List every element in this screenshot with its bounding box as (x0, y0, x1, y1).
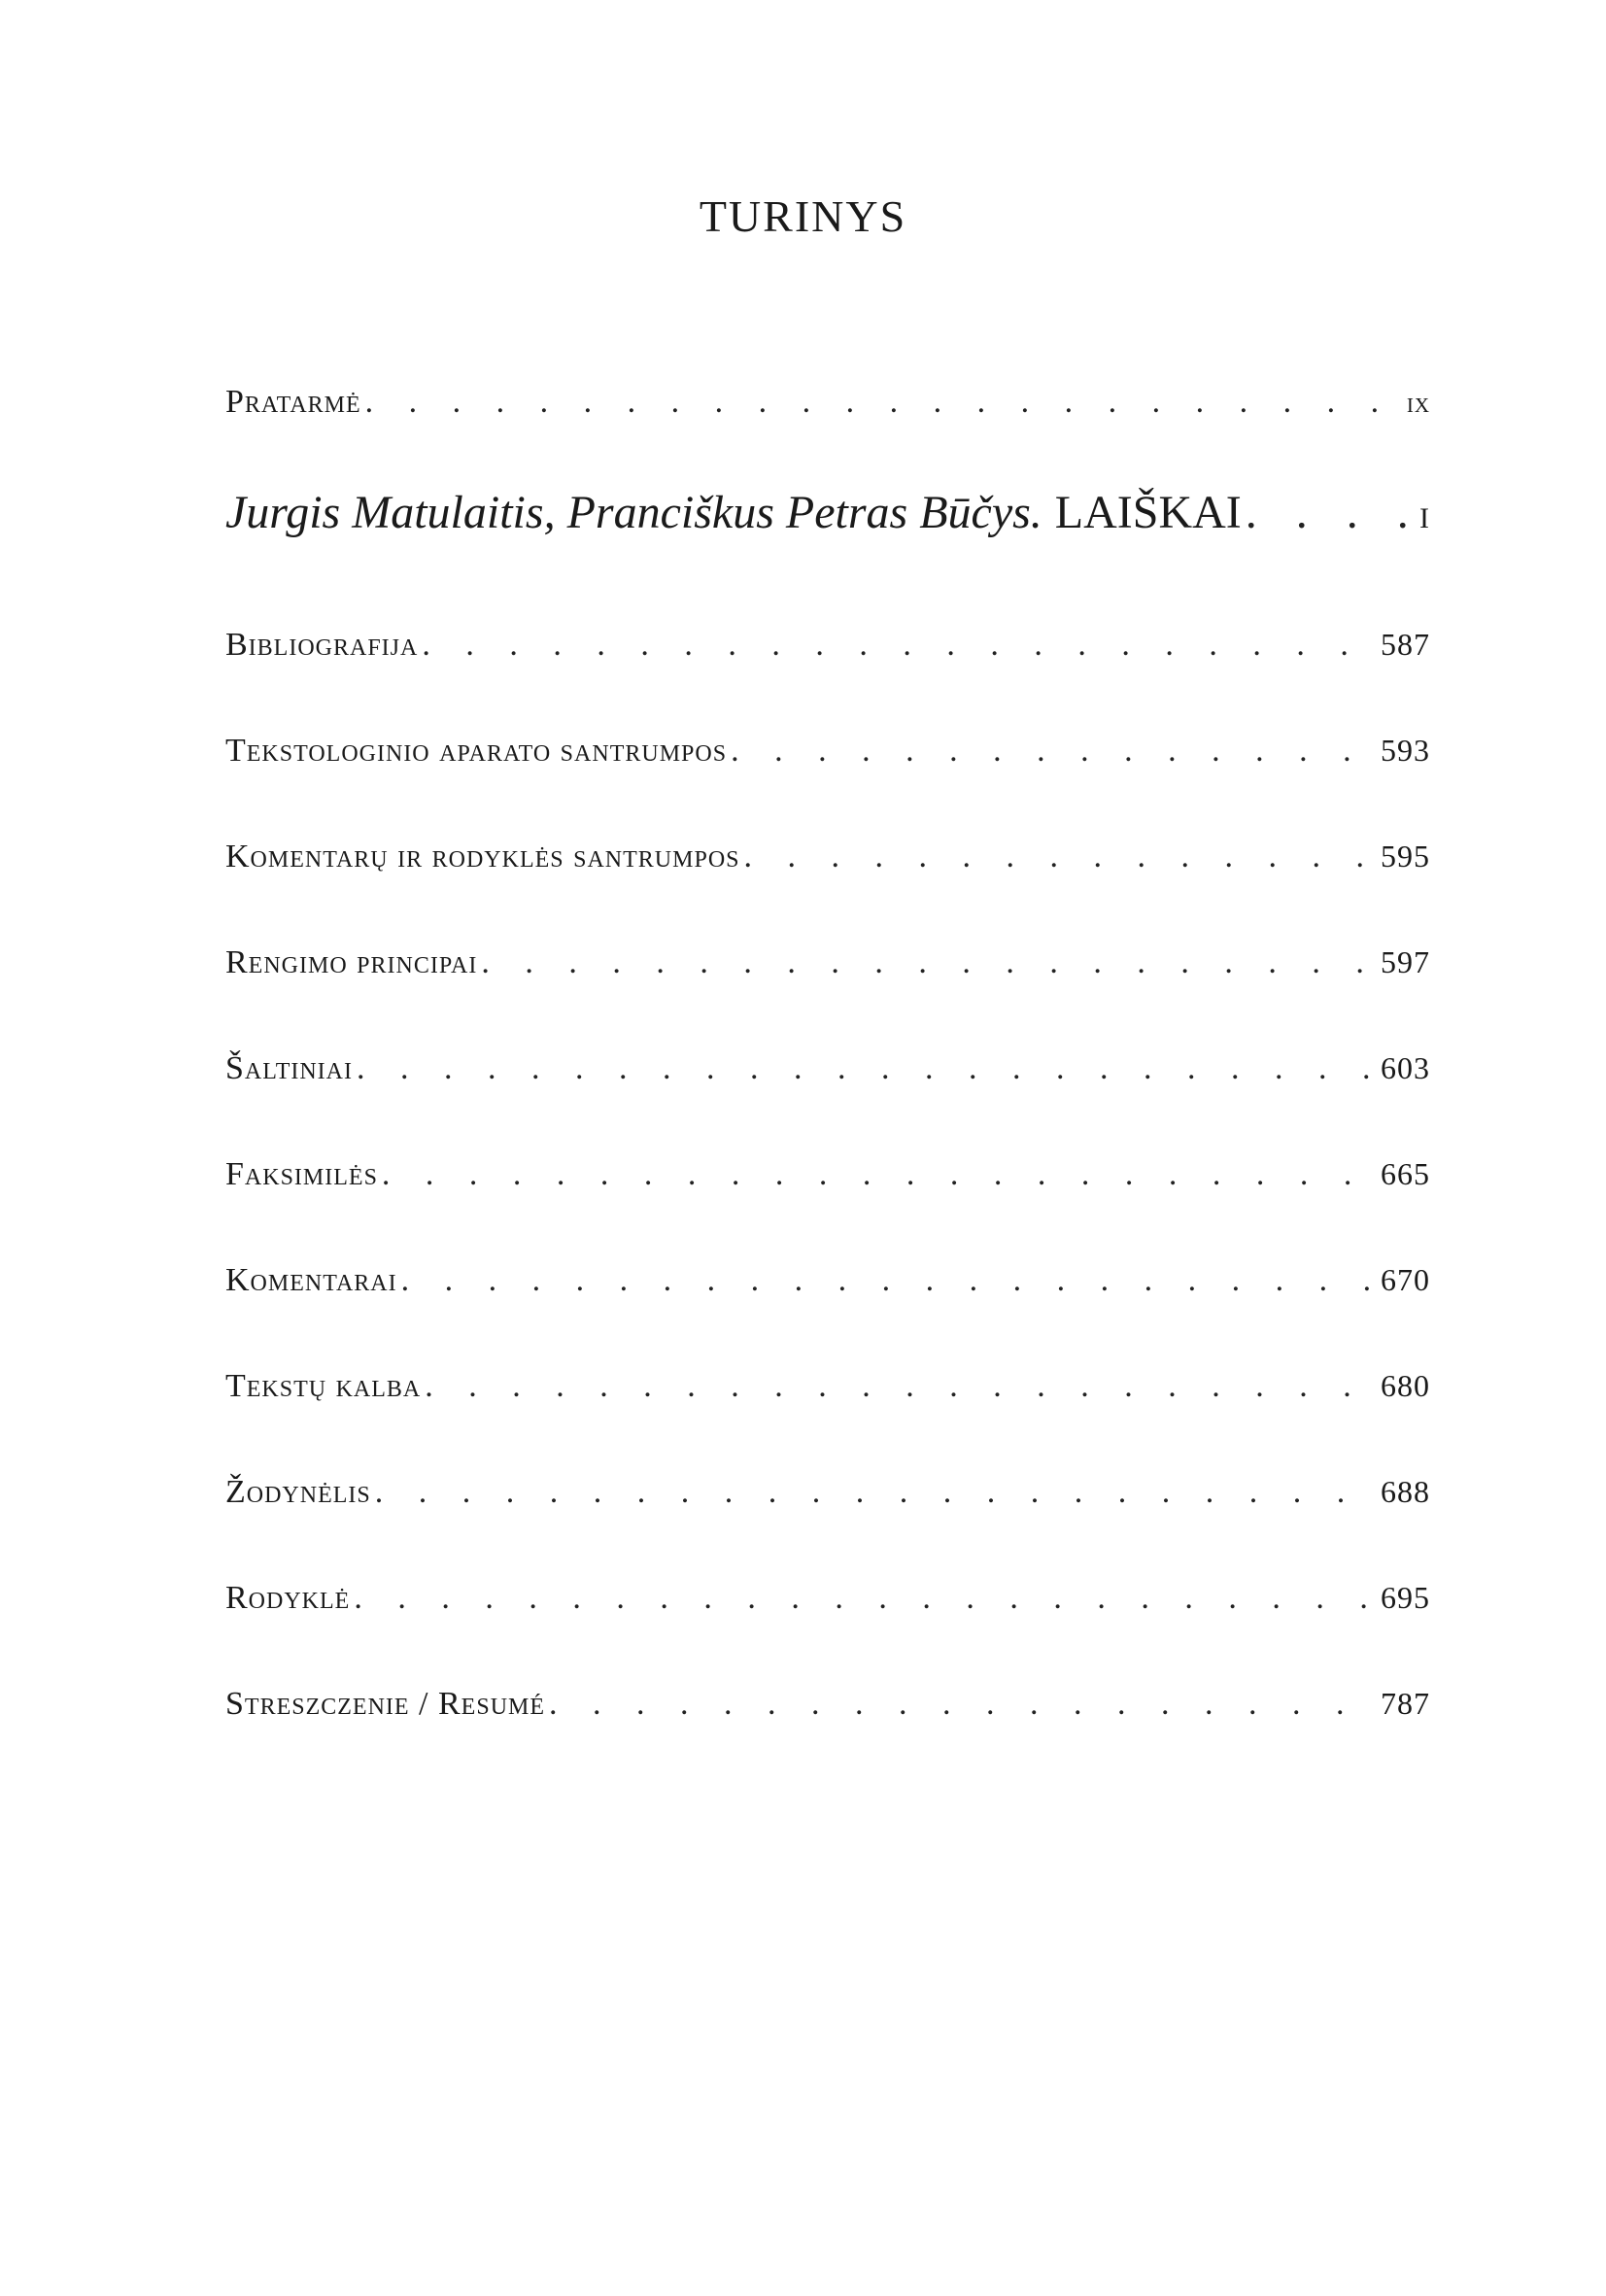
toc-entry-label: Rengimo principai (225, 944, 478, 980)
dot-leader (382, 1156, 1377, 1193)
toc-entry (225, 1474, 1430, 1511)
main-entry-authors: Jurgis Matulaitis, Pranciškus Petras Būčys. (225, 487, 1042, 538)
dot-leader (744, 839, 1377, 875)
dot-leader (375, 1474, 1377, 1511)
toc-entry (225, 1368, 1430, 1405)
toc-entry-page: ix (1406, 387, 1430, 419)
dot-leader (1246, 486, 1416, 539)
dot-leader (549, 1686, 1377, 1723)
toc-entry (225, 944, 1430, 981)
dot-leader (481, 944, 1377, 981)
toc-entry (225, 627, 1430, 664)
toc-entry-preface (225, 384, 1430, 421)
dot-leader (357, 1050, 1377, 1087)
toc-entry-page: 670 (1381, 1262, 1430, 1297)
toc-entry-label: Tekstologinio aparato santrumpos (225, 733, 728, 769)
toc-entry-page: 688 (1381, 1474, 1430, 1509)
toc-entry-label: Komentarai (225, 1262, 397, 1298)
toc-entry (225, 733, 1430, 770)
toc-entry-page: 680 (1381, 1368, 1430, 1403)
toc-entry-page: 787 (1381, 1686, 1430, 1721)
toc-entry (225, 1686, 1430, 1723)
toc-entry-page: I (1419, 502, 1430, 534)
dot-leader (354, 1580, 1377, 1617)
toc-entry-main (225, 486, 1430, 539)
page-title: TURINYS (699, 191, 907, 241)
toc-entry-page: 597 (1381, 944, 1430, 979)
main-entry-title: LAIŠKAI (1054, 487, 1242, 538)
toc-entry-page: 603 (1381, 1050, 1430, 1085)
toc-entry-page: 587 (1381, 627, 1430, 662)
toc-entry-label: Streszczenie / Resumé (225, 1686, 546, 1722)
toc-entry-page: 665 (1381, 1156, 1430, 1191)
toc-entry-label: Šaltiniai (225, 1050, 353, 1086)
toc-entry (225, 1262, 1430, 1299)
toc-entry-label: Žodynėlis (225, 1474, 371, 1510)
dot-leader (731, 733, 1377, 770)
dot-leader (422, 627, 1377, 664)
toc-entry-label: Komentarų ir rodyklės santrumpos (225, 839, 740, 874)
toc-entry (225, 839, 1430, 875)
toc-entry-label: Faksimilės (225, 1156, 378, 1192)
toc-entry-label: Bibliografija (225, 627, 419, 663)
dot-leader (425, 1368, 1377, 1405)
toc-entry-page: 695 (1381, 1580, 1430, 1615)
toc-entry (225, 1050, 1430, 1087)
toc-entry (225, 1156, 1430, 1193)
dot-leader (365, 384, 1403, 421)
toc-entry-page: 595 (1381, 839, 1430, 874)
toc-entry-label: Tekstų kalba (225, 1368, 422, 1404)
toc-entry-page: 593 (1381, 733, 1430, 768)
toc-entry-label: Rodyklė (225, 1580, 351, 1616)
dot-leader (401, 1262, 1377, 1299)
toc-entry (225, 1580, 1430, 1617)
toc-entry-label: Pratarmė (225, 384, 361, 420)
